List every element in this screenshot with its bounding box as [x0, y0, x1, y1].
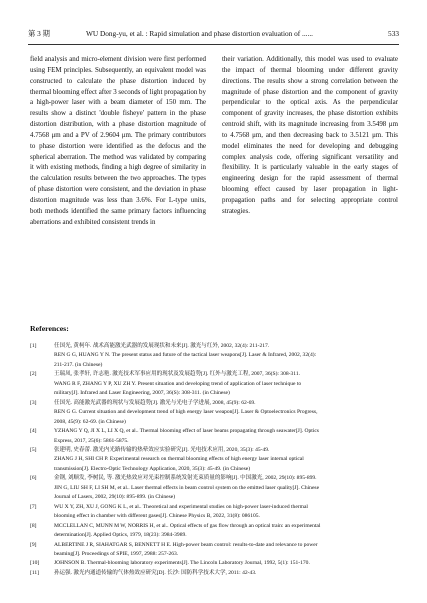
running-title: WU Dong-yu, et al. : Rapid simulation and phase distortion evaluation of ......	[86, 29, 313, 38]
reference-number: [7]	[30, 503, 37, 510]
body-column-right	[222, 54, 398, 217]
reference-number: [1]	[30, 343, 37, 349]
reference-line: 金钢, 刘顺发, 李树民, 等. 激光热效应对光束控制系统发射光束质量的影响[J]. 中国激光, 2002, 29(10): 895-899.	[54, 475, 317, 482]
reference-item	[30, 541, 398, 560]
body-paragraph: field analysis and micro-element division were first performed using FEM principles. Subsequently, an equivalent model was constructed to calculate the phase distortion induced by thermal blooming effect after 3 seconds of light propagation by a high-power laser with a beam diameter of 150 mm. The results show a distinct 'double fisheye' pattern in the phase distortion distribution, with a phase distortion magnitude of 4.7568 μm and a PV of 2.9604 μm. The primary contributors to phase distortion were identified as the defocus and the spherical aberration. The method was validated by comparing it with existing methods, finding a high degree of similarity in the calculation results between the two approaches. The types of phase distortion were consistent, and the deviation in phase distortion magnitude was less than 3.6%. For L-type units, both methods identified the same primary factors influencing aberrations and exhibited consistent trends in	[30, 55, 206, 226]
reference-item	[30, 503, 398, 522]
reference-line: 211-217. (in Chinese)	[54, 361, 103, 368]
reference-number: [6]	[30, 475, 37, 482]
reference-line: REN G G, HUANG Y N. The present status and future of the tactical laser weapons[J]. Laser & Infrared, 2002, 32(4):	[54, 352, 317, 359]
reference-number: [4]	[30, 428, 37, 435]
reference-number: [3]	[30, 399, 37, 406]
reference-line: ZHANG J H, SHI CH P. Experimental research on thermal blooming effects of high energy laser internal optical	[54, 456, 304, 463]
reference-item	[30, 559, 398, 568]
header-rule	[28, 44, 399, 45]
reference-item	[30, 370, 398, 398]
reference-item	[30, 342, 398, 370]
reference-item	[30, 522, 398, 541]
reference-number: [10]	[30, 560, 40, 567]
reference-line: YZHANG Y Q, JI X L, LI X Q, et al.. Thermal blooming effect of laser beams propagating through seawater[J]. Optics	[54, 428, 319, 435]
reference-line: 任国光. 高能激光武器的现状与发展趋势[J]. 激光与光电子学进展, 2008, 45(9): 62-69.	[54, 399, 256, 406]
reference-line: 王瑞凤, 张孝轩, 许志艳. 激光技术军事应用的现状及发展趋势[J]. 红外与激光工程, 2007, 36(S): 308-311.	[54, 371, 301, 378]
reference-number: [2]	[30, 371, 37, 378]
reference-line: JOHNSON B. Thermal-blooming laboratory experiments[J]. The Lincoln Laboratory Journal, 1992, 5(1): 151-170.	[54, 560, 310, 567]
reference-number: [5]	[30, 446, 37, 453]
reference-line: transmission[J]. Electro-Optic Technology Application, 2020, 35(3): 45-49. (in Chinese)	[54, 465, 251, 472]
reference-line: REN G G. Current situation and development trend of high energy laser weapon[J]. Laser & Optoelectronics Progress,	[54, 409, 318, 416]
reference-item	[30, 569, 398, 578]
reference-item	[30, 474, 398, 502]
reference-line: 2008, 45(9): 62-69. (in Chinese)	[54, 418, 126, 425]
reference-line: 任国光, 黄柯年. 战术高能激光武器的发展现状和未来[J]. 激光与红外, 2002, 32(4): 211-217.	[54, 343, 270, 349]
reference-line: WANG R F, ZHANG Y P, XU ZH Y. Present situation and developing trend of application of laser technique to	[54, 380, 302, 387]
reference-line: WU X Y, ZH, XU J, GONG K L, et al.. Theoretical and experimental studies on high-power laser-induced thermal	[54, 503, 308, 510]
issue-label: 第 3 期	[28, 29, 50, 38]
references-heading: References:	[30, 324, 69, 333]
reference-item	[30, 399, 398, 427]
reference-line: JIN G, LIU SH F, LI SH M, et al.. Laser thermal effects in beam control system on the emitted laser quality[J]. Chinese	[54, 484, 320, 491]
reference-list	[30, 342, 398, 578]
reference-line: military[J]. Infrared and Laser Engineering, 2007, 36(S): 308-311. (in Chinese)	[54, 390, 230, 397]
reference-item	[30, 446, 398, 474]
body-paragraph: their variation. Additionally, this model was used to evaluate the impact of thermal blooming under different gravity directions. The results show a strong correlation between the magnitude of phase distortion and the component of gravity perpendicular to the optical axis. As the perpendicular component of gravity increases, the phase distortion exhibits centroid shift, with its magnitude increasing from 3.5498 μm to 4.7568 μm, and then decreasing back to 3.5121 μm. This model eliminates the need for developing and debugging complex analysis code, offering significant versatility and flexibility. It is particularly valuable in the early stages of engineering design for the rapid assessment of thermal blooming effect caused by laser propagation in light-propagation paths and for selecting appropriate control strategies.	[222, 55, 398, 215]
reference-number: [11]	[30, 569, 40, 576]
body-column-left	[30, 54, 206, 228]
reference-item	[30, 427, 398, 446]
reference-line: Journal of Lasers, 2002, 29(10): 895-899. (in Chinese)	[54, 494, 176, 501]
reference-line: MCCLELLAN C, MUNN M W, NORRIS H, et al.. Optical effects of gas flow through an optical train: an experimental	[54, 522, 321, 529]
reference-number: [9]	[30, 541, 37, 548]
reference-line: determination[J]. Applied Optics, 1979, 18(23): 3984-3989.	[54, 532, 187, 539]
reference-line: beaming[J]. Proceedings of SPIE, 1997, 2988: 257-263.	[54, 550, 179, 557]
reference-number: [8]	[30, 522, 37, 529]
reference-line: Express, 2017, 25(6): 5861-5875.	[54, 437, 129, 444]
reference-line: ALBERTINE J R, SIAHATGAR S, BENNETT H E. High-power beam control: results-to-date and relevance to power	[54, 541, 318, 548]
reference-line: blooming effect in chamber with different gases[J]. Chinese Physics B, 2022, 31(8): 086105.	[54, 513, 260, 520]
reference-line: 张建明, 史春蕾. 激光内光路传输的热晕效应实验研究[J]. 光电技术应用, 2020, 35(3): 45-49.	[54, 446, 270, 453]
running-header	[28, 27, 399, 41]
page-number: 533	[388, 29, 399, 38]
reference-line: 孙运强. 激光内通道传输的气体热效应研究[D]. 长沙: 国防科学技术大学, 2011: 42-43.	[54, 569, 257, 576]
